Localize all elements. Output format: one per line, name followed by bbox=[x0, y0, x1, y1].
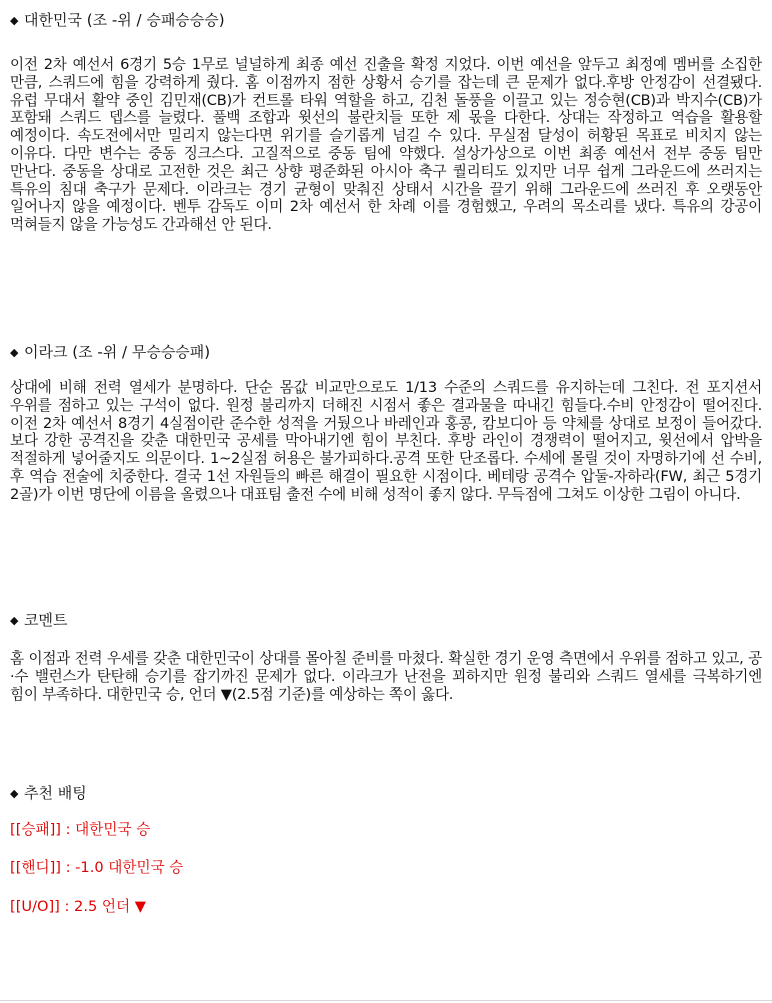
comment-heading bbox=[10, 610, 67, 631]
diamond-bullet-icon: ◆ bbox=[10, 14, 19, 27]
betting-heading bbox=[10, 783, 87, 804]
bottom-divider bbox=[0, 1000, 772, 1001]
comment-heading-text: 코멘트 bbox=[24, 611, 68, 629]
pick-over-under: [[U/O]] : 2.5 언더 ▼ bbox=[10, 898, 146, 915]
korea-heading-text: 대한민국 (조 -위 / 승패승승승) bbox=[24, 11, 225, 29]
iraq-analysis-paragraph: 상대에 비해 전력 열세가 분명하다. 단순 몸값 비교만으로도 1/13 수준의 스쿼드를 유지하는데 그친다. 전 포지션서 우위를 점하고 있는 구석이 없다. 원정 불리까지 더해진 시점서 좋은 결과물을 따내긴 힘들다.수비 안정감이 떨어진다. 이전 2차 예선서 8경기 4실점이란 준수한 성적을 거뒀으나 바레인과 홍콩, 캄보디아 등 약체를 상대로 보정이 들어갔다. 보다 강한 공격진을 갖춘 대한민국 공세를 막아내기엔 힘이 부친다. 후방 라인이 경쟁력이 떨어지고, 윗선에서 압박을 적절하게 넣어줄지도 의문이다. 1~2실점 허용은 불가피하다.공격 또한 단조롭다. 수세에 몰릴 것이 자명하기에 선 수비, 후 역습 전술에 치중한다. 결국 1선 자원들의 빠른 해결이 필요한 시점이다. 베테랑 공격수 압둘-자하라(FW, 최근 5경기 2골)가 이번 명단에 이름을 올렸으나 대표팀 출전 수에 비해 성적이 좋지 않다. 무득점에 그쳐도 이상한 그림이 아니다. bbox=[10, 379, 762, 503]
korea-analysis-paragraph: 이전 2차 예선서 6경기 5승 1무로 널널하게 최종 예선 진출을 확정 지었다. 이번 예선을 앞두고 최정예 멤버를 소집한 만큼, 스쿼드에 힘을 강력하게 줬다. 홈 이점까지 점한 상황서 승기를 잡는데 큰 문제가 없다.후방 안정감이 선결됐다. 유럽 무대서 활약 중인 김민재(CB)가 컨트롤 타워 역할을 하고, 김천 돌풍을 이끌고 있는 정승현(CB)과 박지수(CB)가 포함돼 스쿼드 뎁스를 늘렸다. 풀백 조합과 윗선의 불란치들 또한 제 몫을 다한다. 상대는 작정하고 역습을 활용할 예정이다. 속도전에서만 밀리지 않는다면 위기를 슬기롭게 넘길 수 있다. 무실점 달성이 허황된 목표로 비치지 않는 이유다. 다만 변수는 중동 징크스다. 고질적으로 중동 팀에 약했다. 설상가상으로 이번 최종 예선서 전부 중동 팀만 만난다. 중동을 상대로 고전한 것은 최근 상향 평준화된 아시아 축구 퀄리티도 있지만 너무 쉽게 그라운드에 쓰러지는 특유의 침대 축구가 문제다. 이라크는 경기 균형이 맞춰진 상태서 시간을 끌기 위해 그라운드에 쓰러진 후 오랫동안 일어나지 않을 예정이다. 벤투 감독도 이미 2차 예선서 한 차례 이를 경험했고, 우려의 목소리를 냈다. 특유의 강공이 먹혀들지 않을 가능성도 간과해선 안 된다. bbox=[10, 56, 763, 234]
diamond-bullet-icon: ◆ bbox=[10, 614, 19, 627]
pick-moneyline: [[승패]] : 대한민국 승 bbox=[10, 821, 151, 838]
korea-heading bbox=[10, 10, 225, 31]
comment-paragraph: 홈 이점과 전력 우세를 갖춘 대한민국이 상대를 몰아칠 준비를 마쳤다. 확실한 경기 운영 측면에서 우위를 점하고 있고, 공·수 밸런스가 탄탄해 승기를 잡기까진 문제가 없다. 이라크가 난전을 꾀하지만 원정 불리와 스쿼드 열세를 극복하기엔 힘이 부족하다. 대한민국 승, 언더 ▼(2.5점 기준)를 예상하는 쪽이 옳다. bbox=[10, 650, 762, 703]
pick-handicap: [[핸디]] : -1.0 대한민국 승 bbox=[10, 859, 184, 876]
betting-heading-text: 추천 배팅 bbox=[24, 784, 87, 802]
iraq-heading-text: 이라크 (조 -위 / 무승승승패) bbox=[24, 343, 211, 361]
diamond-bullet-icon: ◆ bbox=[10, 346, 19, 359]
iraq-heading bbox=[10, 342, 210, 363]
diamond-bullet-icon: ◆ bbox=[10, 787, 19, 800]
